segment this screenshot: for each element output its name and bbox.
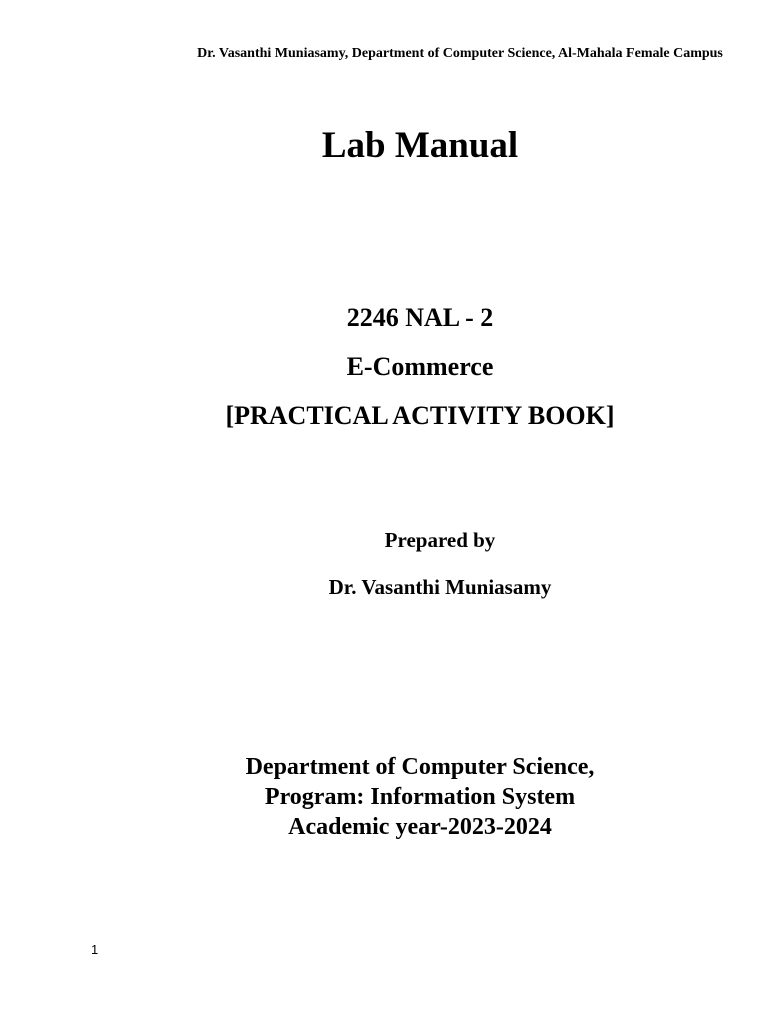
course-name: E-Commerce xyxy=(346,352,494,381)
department-name: Department of Computer Science, xyxy=(245,754,595,780)
prepared-by-label: Prepared by xyxy=(384,528,496,552)
book-type: [PRACTICAL ACTIVITY BOOK] xyxy=(225,401,615,430)
author-name: Dr. Vasanthi Muniasamy xyxy=(328,575,552,599)
document-title: Lab Manual xyxy=(321,125,519,166)
page-number: 1 xyxy=(91,942,99,957)
academic-year: Academic year-2023-2024 xyxy=(288,814,552,840)
page-header: Dr. Vasanthi Muniasamy, Department of Computer Science, Al-Mahala Female Campus xyxy=(197,46,723,61)
program-name: Program: Information System xyxy=(264,784,576,810)
course-code: 2246 NAL - 2 xyxy=(346,303,494,332)
